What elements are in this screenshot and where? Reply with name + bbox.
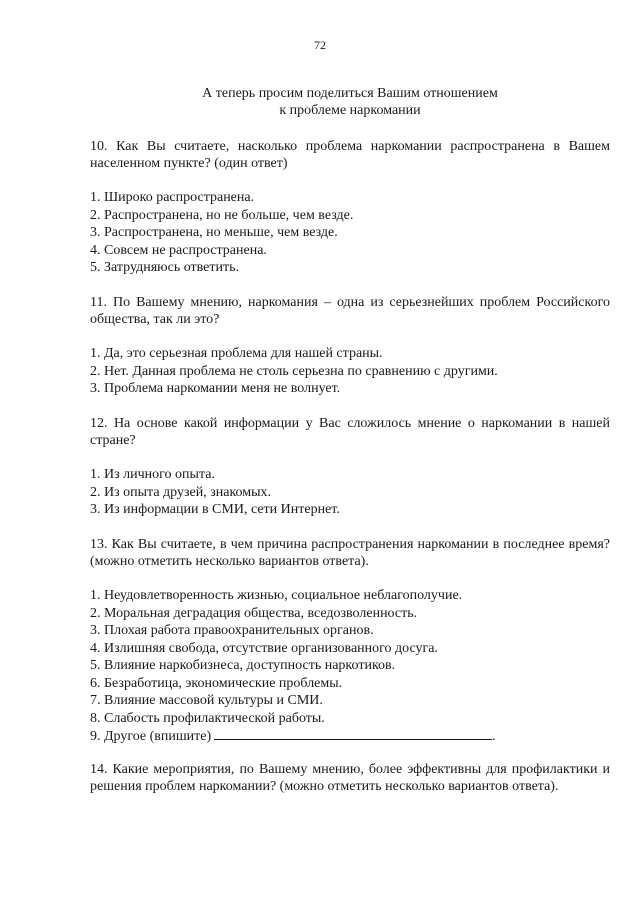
option: 3. Распространена, но меньше, чем везде. (90, 225, 338, 240)
section-title-line-1: А теперь просим поделиться Вашим отношением (202, 86, 498, 101)
option: 7. Влияние массовой культуры и СМИ. (90, 693, 323, 708)
option: 2. Из опыта друзей, знакомых. (90, 484, 272, 500)
option: 4. Излишняя свобода, отсутствие организованного досуга. (90, 640, 438, 656)
question-10-options (90, 189, 610, 277)
option: 3. Плохая работа правоохранительных органов. (90, 623, 374, 638)
question-12-options (90, 466, 610, 519)
write-in-blank[interactable] (214, 727, 492, 740)
option: 3. Проблема наркомании меня не волнует. (90, 381, 341, 396)
question-10: 10. Как Вы считаете, насколько проблема наркомании распространена в Вашем населенном пункте? (один ответ) (90, 139, 610, 171)
option: 2. Нет. Данная проблема не столь серьезна по сравнению с другими. (90, 363, 498, 379)
option: 5. Затрудняюсь ответить. (90, 260, 239, 275)
option: 5. Влияние наркобизнеса, доступность наркотиков. (90, 658, 396, 673)
option-other-label: 9. Другое (впишите) (90, 729, 212, 744)
option: 1. Широко распространена. (90, 190, 255, 205)
question-13: 13. Как Вы считаете, в чем причина распространения наркомании в последнее время? (можно отметить несколько вариантов ответа). (90, 537, 610, 569)
option: 2. Распространена, но не больше, чем везде. (90, 207, 354, 223)
option: 3. Из информации в СМИ, сети Интернет. (90, 502, 340, 517)
question-14: 14. Какие мероприятия, по Вашему мнению, более эффективны для профилактики и решения проблем наркомании? (можно отметить несколько вариантов ответа). (90, 762, 610, 794)
question-13-options (90, 587, 610, 746)
question-12: 12. На основе какой информации у Вас сложилось мнение о наркомании в нашей стране? (90, 416, 610, 448)
section-title-line-2: к проблеме наркомании (279, 103, 421, 118)
page-number: 72 (314, 38, 326, 52)
question-11: 11. По Вашему мнению, наркомания – одна из серьезнейших проблем Российского общества, так ли это? (90, 295, 610, 327)
section-title (90, 85, 610, 119)
option-other-end: . (492, 729, 496, 744)
option: 1. Неудовлетворенность жизнью, социальное неблагополучие. (90, 588, 463, 603)
option: 1. Из личного опыта. (90, 467, 215, 482)
question-11-options (90, 345, 610, 398)
option: 1. Да, это серьезная проблема для нашей страны. (90, 346, 383, 361)
option-other (90, 727, 610, 746)
option: 6. Безработица, экономические проблемы. (90, 675, 343, 691)
option: 2. Моральная деградация общества, вседозволенность. (90, 605, 418, 621)
option: 8. Слабость профилактической работы. (90, 710, 325, 726)
option: 4. Совсем не распространена. (90, 242, 267, 258)
